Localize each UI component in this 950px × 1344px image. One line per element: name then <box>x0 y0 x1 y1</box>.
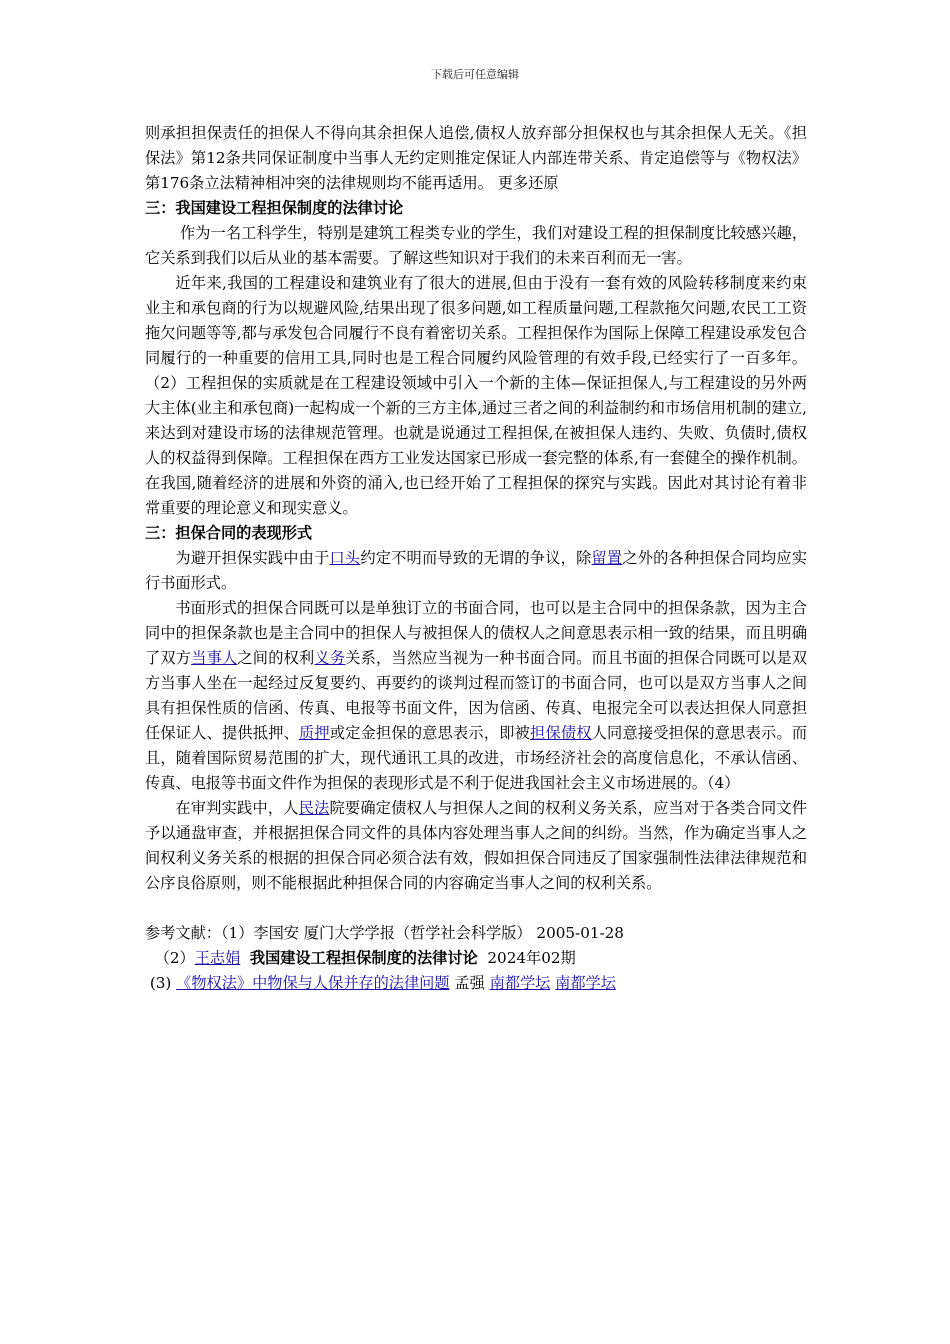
reference-2 <box>145 946 807 971</box>
text-span: 在审判实践中，人 <box>175 799 299 817</box>
reference-3 <box>145 971 807 996</box>
link-yiwu[interactable]: 义务 <box>314 649 346 667</box>
document-body <box>145 121 807 996</box>
text-span: 约定不明而导致的无谓的争议，除 <box>360 549 592 567</box>
reference-1: 参考文献：（1）李国安 厦门大学学报（哲学社会科学版） 2005-01-28 <box>145 924 624 942</box>
paragraph-3: 近年来,我国的工程建设和建筑业有了很大的进展,但由于没有一套有效的风险转移制度来约束业主和承包商的行为以规避风险,结果出现了很多问题,如工程质量问题,工程款拖欠问题,农民工工资拖欠问题等等,都与承发包合同履行不良有着密切关系。工程担保作为国际上保障工程建设承发包合同履行的一种重要的信用工具,同时也是工程合同履约风险管理的有效手段,已经实行了一百多年。（2）工程担保的实质就是在工程建设领域中引入一个新的主体—保证担保人,与工程建设的另外两大主体(业主和承包商)一起构成一个新的三方主体,通过三者之间的利益制约和市场信用机制的建立,来达到对建设市场的法律规范管理。也就是说通过工程担保,在被担保人违约、失败、负债时,债权人的权益得到保障。工程担保在西方工业发达国家已形成一套完整的体系,有一套健全的操作机制。在我国,随着经济的进展和外资的涌入,也已经开始了工程担保的探究与实践。因此对其讨论有着非常重要的理论意义和现实意义。 <box>145 274 807 517</box>
text-span: 之间的权利 <box>237 649 315 667</box>
link-source-nandu-2[interactable]: 南都学坛 <box>555 974 616 992</box>
text-span: 书面形式的担保合同既可以是单独订立的书面合同，也可以是主合同中的担保条款，因为主合同中的担保条款也是主合同中的担保人与被担保人的债权人之间意思表示相一致的结果，而且明确了双方 <box>145 599 807 667</box>
text-span: 之外的各种担保合同均应实行书面形式。 <box>145 549 808 592</box>
text-span: 人同意接受担保的意思表示。而且，随着国际贸易范围的扩大，现代通讯工具的改进，市场经济社会的高度信息化，不承认信函、传真、电报等书面文件作为担保的表现形式是不利于促进我国社会主义市场进展的。（4） <box>145 724 808 792</box>
paragraph-2: 作为一名工科学生，特别是建筑工程类专业的学生，我们对建设工程的担保制度比较感兴趣，它关系到我们以后从业的基本需要。了解这些知识对于我们的未来百利而无一害。 <box>145 224 807 267</box>
link-ref-title[interactable]: 《物权法》中物保与人保并存的法律问题 <box>176 974 450 992</box>
text-span: 院要确定债权人与担保人之间的权利义务关系，应当对于各类合同文件予以通盘审查，并根据担保合同文件的具体内容处理当事人之间的纠纷。当然，作为确定当事人之间权利义务关系的根据的担保合同必须合法有效，假如担保合同违反了国家强制性法律法律规范和公序良俗原则，则不能根据此种担保合同的内容确定当事人之间的权利关系。 <box>145 799 808 892</box>
ref-author: 孟强 <box>454 974 485 992</box>
ref-number: （2） <box>154 949 195 967</box>
link-dangshiren[interactable]: 当事人 <box>191 649 238 667</box>
ref-title: 我国建设工程担保制度的法律讨论 <box>249 949 478 967</box>
link-minfa[interactable]: 民法 <box>298 799 330 817</box>
section-heading-2: 三：担保合同的表现形式 <box>145 524 313 542</box>
link-koutou[interactable]: 口头 <box>329 549 361 567</box>
paragraph-1: 则承担担保责任的担保人不得向其余担保人追偿,债权人放弃部分担保权也与其余担保人无关。《担保法》第12条共同保证制度中当事人无约定则推定保证人内部连带关系、肯定追偿等与《物权法》第176条立法精神相冲突的法律规则均不能再适用。 更多还原 <box>145 124 807 192</box>
section-heading-1: 三：我国建设工程担保制度的法律讨论 <box>145 199 404 217</box>
text-span: 为避开担保实践中由于 <box>175 549 330 567</box>
link-zhiya[interactable]: 质押 <box>299 724 330 742</box>
references <box>145 921 807 996</box>
paragraph-4 <box>145 546 807 596</box>
link-source-nandu[interactable]: 南都学坛 <box>489 974 551 992</box>
page-header: 下载后可任意编辑 <box>431 68 519 81</box>
paragraph-6 <box>145 796 807 896</box>
paragraph-5 <box>145 596 807 796</box>
text-span: 或定金担保的意思表示，即被 <box>329 724 531 742</box>
link-author-wangzhijuan[interactable]: 王志娟 <box>194 949 241 967</box>
link-danbaozhaiquan[interactable]: 担保债权 <box>530 724 592 742</box>
ref-number: (3) <box>149 974 172 992</box>
text-span: 关系，当然应当视为一种书面合同。而且书面的担保合同既可以是双方当事人坐在一起经过反复要约、再要约的谈判过程而签订的书面合同，也可以是双方当事人之间具有担保性质的信函、传真、电报等书面文件，因为信函、传真、电报完全可以表达担保人同意担任保证人、提供抵押、 <box>145 649 808 742</box>
ref-date: 2024年02期 <box>487 949 576 967</box>
link-liuzhi[interactable]: 留置 <box>591 549 623 567</box>
